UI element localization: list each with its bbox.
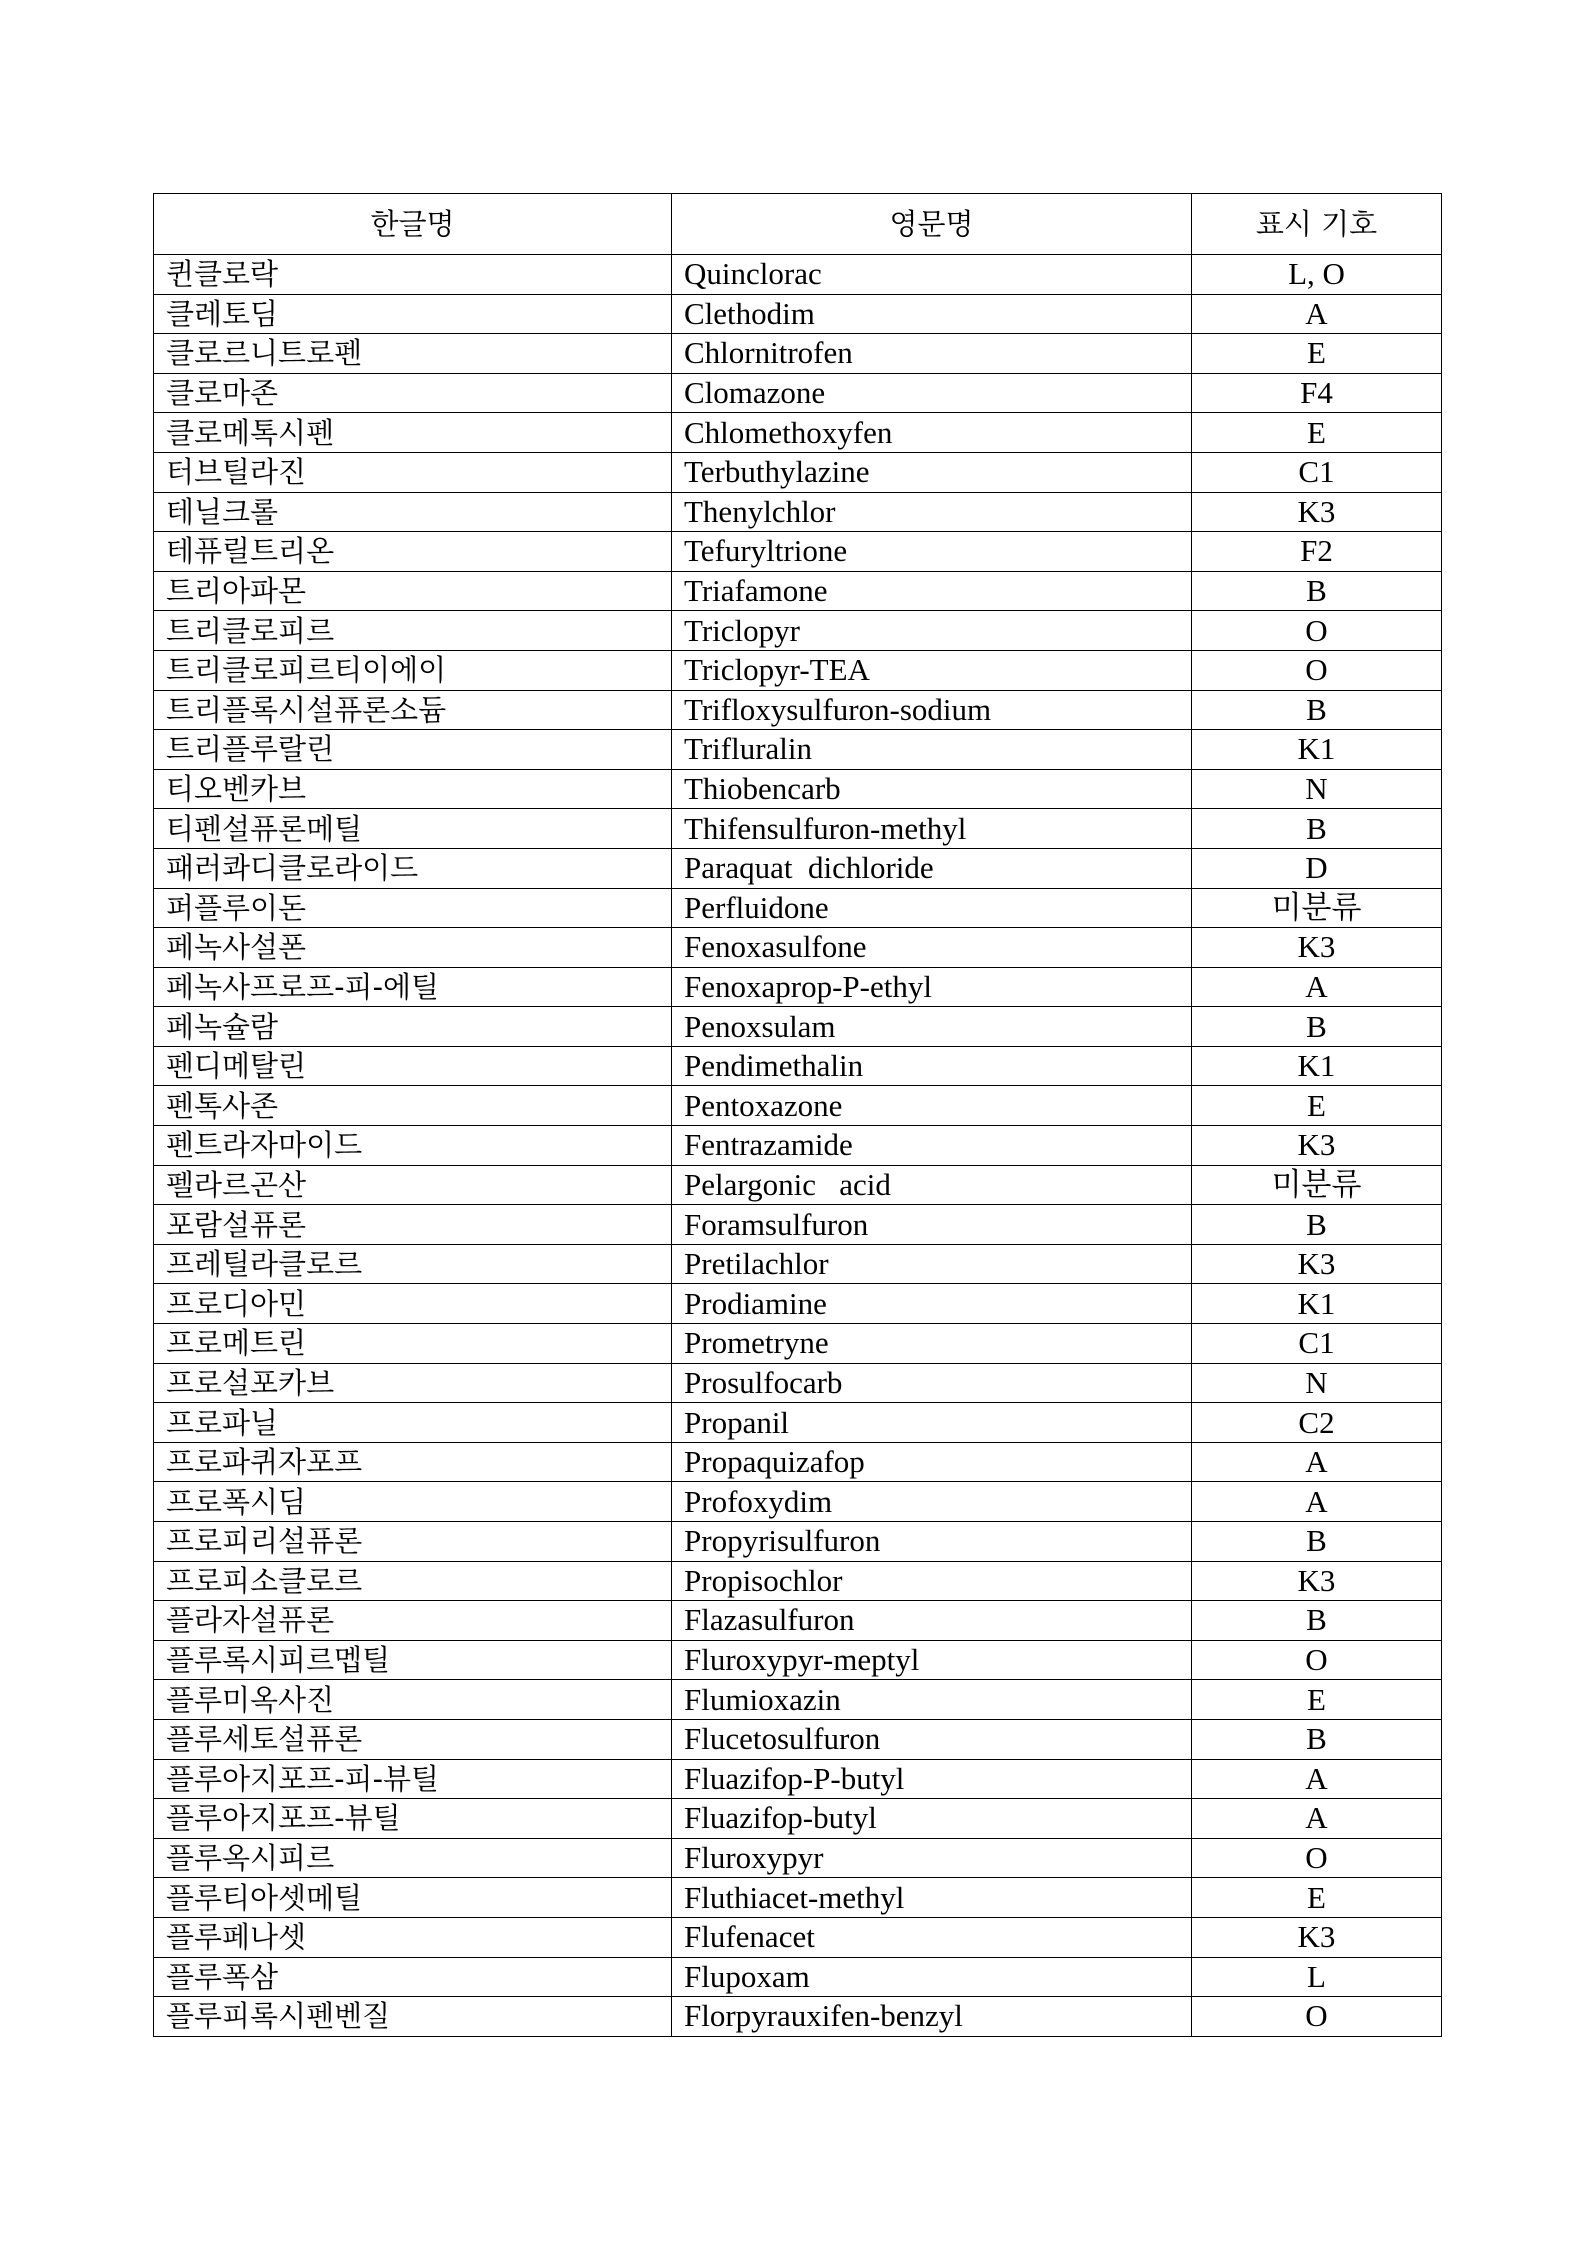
english-name-cell: Fluthiacet-methyl (672, 1878, 1192, 1918)
english-name-cell: Penoxsulam (672, 1007, 1192, 1047)
korean-name-cell: 페녹슐람 (154, 1007, 672, 1047)
symbol-cell: A (1192, 1482, 1442, 1522)
english-name-cell: Prodiamine (672, 1284, 1192, 1324)
symbol-cell: K3 (1192, 492, 1442, 532)
table-row (154, 848, 1442, 888)
english-name-cell: Triclopyr-TEA (672, 650, 1192, 690)
english-name-cell: Foramsulfuron (672, 1205, 1192, 1245)
table-row (154, 1878, 1442, 1918)
table-row (154, 1601, 1442, 1641)
english-name-cell: Thifensulfuron-methyl (672, 809, 1192, 849)
korean-name-cell: 클로르니트로펜 (154, 334, 672, 374)
symbol-cell: L (1192, 1957, 1442, 1997)
korean-name-cell: 프로피리설퓨론 (154, 1522, 672, 1562)
symbol-cell: C2 (1192, 1403, 1442, 1443)
english-name-cell: Fentrazamide (672, 1126, 1192, 1166)
english-name-cell: Clomazone (672, 373, 1192, 413)
table-row (154, 1719, 1442, 1759)
table-body (154, 255, 1442, 2037)
table-row (154, 1442, 1442, 1482)
english-name-cell: Propyrisulfuron (672, 1522, 1192, 1562)
korean-name-cell: 플루옥시피르 (154, 1838, 672, 1878)
korean-name-cell: 펜디메탈린 (154, 1046, 672, 1086)
english-name-cell: Florpyrauxifen-benzyl (672, 1997, 1192, 2037)
english-name-cell: Chlomethoxyfen (672, 413, 1192, 453)
korean-name-cell: 프로메트린 (154, 1324, 672, 1364)
korean-name-cell: 프레틸라클로르 (154, 1244, 672, 1284)
table-row (154, 611, 1442, 651)
korean-name-cell: 테닐크롤 (154, 492, 672, 532)
english-name-cell: Propanil (672, 1403, 1192, 1443)
korean-name-cell: 플루세토설퓨론 (154, 1719, 672, 1759)
table-row (154, 730, 1442, 770)
symbol-cell: A (1192, 967, 1442, 1007)
symbol-cell: K3 (1192, 928, 1442, 968)
symbol-cell: K3 (1192, 1126, 1442, 1166)
korean-name-cell: 플루아지포프-피-뷰틸 (154, 1759, 672, 1799)
symbol-cell: E (1192, 413, 1442, 453)
table-row (154, 888, 1442, 928)
symbol-cell: E (1192, 1086, 1442, 1126)
english-name-cell: Prometryne (672, 1324, 1192, 1364)
korean-name-cell: 플루피록시펜벤질 (154, 1997, 672, 2037)
english-name-cell: Triclopyr (672, 611, 1192, 651)
english-name-cell: Thenylchlor (672, 492, 1192, 532)
symbol-cell: 미분류 (1192, 1165, 1442, 1205)
table-row (154, 1561, 1442, 1601)
korean-name-cell: 펜트라자마이드 (154, 1126, 672, 1166)
korean-name-cell: 트리아파몬 (154, 571, 672, 611)
table-row (154, 532, 1442, 572)
table-row (154, 492, 1442, 532)
symbol-cell: B (1192, 690, 1442, 730)
english-name-cell: Pendimethalin (672, 1046, 1192, 1086)
symbol-cell: K3 (1192, 1561, 1442, 1601)
korean-name-cell: 펜톡사존 (154, 1086, 672, 1126)
symbol-cell: O (1192, 650, 1442, 690)
english-name-cell: Pelargonic acid (672, 1165, 1192, 1205)
table-row (154, 334, 1442, 374)
table-row (154, 1640, 1442, 1680)
english-name-cell: Trifluralin (672, 730, 1192, 770)
korean-name-cell: 퀸클로락 (154, 255, 672, 295)
english-name-cell: Prosulfocarb (672, 1363, 1192, 1403)
english-name-cell: Flucetosulfuron (672, 1719, 1192, 1759)
korean-name-cell: 포람설퓨론 (154, 1205, 672, 1245)
korean-name-cell: 플루록시피르멥틸 (154, 1640, 672, 1680)
korean-name-cell: 터브틸라진 (154, 452, 672, 492)
korean-name-cell: 플루티아셋메틸 (154, 1878, 672, 1918)
symbol-cell: N (1192, 769, 1442, 809)
english-name-cell: Fenoxaprop-P-ethyl (672, 967, 1192, 1007)
table-row (154, 1799, 1442, 1839)
table-row (154, 255, 1442, 295)
header-korean-name: 한글명 (154, 194, 672, 255)
english-name-cell: Pentoxazone (672, 1086, 1192, 1126)
symbol-cell: F4 (1192, 373, 1442, 413)
header-english-name: 영문명 (672, 194, 1192, 255)
symbol-cell: F2 (1192, 532, 1442, 572)
english-name-cell: Fluroxypyr (672, 1838, 1192, 1878)
table-row (154, 1244, 1442, 1284)
english-name-cell: Triafamone (672, 571, 1192, 611)
english-name-cell: Quinclorac (672, 255, 1192, 295)
english-name-cell: Perfluidone (672, 888, 1192, 928)
symbol-cell: A (1192, 1759, 1442, 1799)
korean-name-cell: 티펜설퓨론메틸 (154, 809, 672, 849)
english-name-cell: Pretilachlor (672, 1244, 1192, 1284)
korean-name-cell: 페녹사프로프-피-에틸 (154, 967, 672, 1007)
english-name-cell: Flumioxazin (672, 1680, 1192, 1720)
symbol-cell: C1 (1192, 1324, 1442, 1364)
english-name-cell: Flazasulfuron (672, 1601, 1192, 1641)
english-name-cell: Profoxydim (672, 1482, 1192, 1522)
table-row (154, 373, 1442, 413)
symbol-cell: B (1192, 571, 1442, 611)
symbol-cell: B (1192, 809, 1442, 849)
symbol-cell: O (1192, 1640, 1442, 1680)
korean-name-cell: 프로설포카브 (154, 1363, 672, 1403)
korean-name-cell: 클레토딤 (154, 294, 672, 334)
korean-name-cell: 클로마존 (154, 373, 672, 413)
korean-name-cell: 프로파퀴자포프 (154, 1442, 672, 1482)
symbol-cell: B (1192, 1601, 1442, 1641)
symbol-cell: A (1192, 1442, 1442, 1482)
herbicide-classification-table (153, 193, 1442, 2037)
english-name-cell: Fluroxypyr-meptyl (672, 1640, 1192, 1680)
korean-name-cell: 테퓨릴트리온 (154, 532, 672, 572)
table-row (154, 1997, 1442, 2037)
table-row (154, 809, 1442, 849)
english-name-cell: Terbuthylazine (672, 452, 1192, 492)
english-name-cell: Paraquat dichloride (672, 848, 1192, 888)
korean-name-cell: 페녹사설폰 (154, 928, 672, 968)
table-row (154, 769, 1442, 809)
symbol-cell: C1 (1192, 452, 1442, 492)
korean-name-cell: 프로디아민 (154, 1284, 672, 1324)
korean-name-cell: 플루아지포프-뷰틸 (154, 1799, 672, 1839)
table-row (154, 1759, 1442, 1799)
korean-name-cell: 클로메톡시펜 (154, 413, 672, 453)
korean-name-cell: 티오벤카브 (154, 769, 672, 809)
korean-name-cell: 패러콰디클로라이드 (154, 848, 672, 888)
table-header-row (154, 194, 1442, 255)
korean-name-cell: 프로파닐 (154, 1403, 672, 1443)
table-row (154, 967, 1442, 1007)
table-row (154, 1680, 1442, 1720)
table-row (154, 1046, 1442, 1086)
symbol-cell: B (1192, 1719, 1442, 1759)
korean-name-cell: 트리플루랄린 (154, 730, 672, 770)
symbol-cell: O (1192, 611, 1442, 651)
korean-name-cell: 트리클로피르 (154, 611, 672, 651)
english-name-cell: Propisochlor (672, 1561, 1192, 1601)
korean-name-cell: 플라자설퓨론 (154, 1601, 672, 1641)
english-name-cell: Chlornitrofen (672, 334, 1192, 374)
table-row (154, 1363, 1442, 1403)
table-row (154, 1205, 1442, 1245)
korean-name-cell: 플루폭삼 (154, 1957, 672, 1997)
table-row (154, 1324, 1442, 1364)
korean-name-cell: 플루미옥사진 (154, 1680, 672, 1720)
symbol-cell: A (1192, 294, 1442, 334)
symbol-cell: E (1192, 1878, 1442, 1918)
table-row (154, 928, 1442, 968)
table-row (154, 413, 1442, 453)
english-name-cell: Fenoxasulfone (672, 928, 1192, 968)
symbol-cell: N (1192, 1363, 1442, 1403)
korean-name-cell: 퍼플루이돈 (154, 888, 672, 928)
table-row (154, 1007, 1442, 1047)
english-name-cell: Propaquizafop (672, 1442, 1192, 1482)
english-name-cell: Trifloxysulfuron-sodium (672, 690, 1192, 730)
table-row (154, 1917, 1442, 1957)
symbol-cell: B (1192, 1007, 1442, 1047)
symbol-cell: E (1192, 1680, 1442, 1720)
english-name-cell: Clethodim (672, 294, 1192, 334)
korean-name-cell: 플루페나셋 (154, 1917, 672, 1957)
symbol-cell: A (1192, 1799, 1442, 1839)
symbol-cell: E (1192, 334, 1442, 374)
symbol-cell: 미분류 (1192, 888, 1442, 928)
english-name-cell: Fluazifop-butyl (672, 1799, 1192, 1839)
english-name-cell: Flupoxam (672, 1957, 1192, 1997)
symbol-cell: L, O (1192, 255, 1442, 295)
table-row (154, 571, 1442, 611)
table-row (154, 1957, 1442, 1997)
table-row (154, 690, 1442, 730)
header-symbol: 표시 기호 (1192, 194, 1442, 255)
table-row (154, 294, 1442, 334)
table-row (154, 1838, 1442, 1878)
table-row (154, 650, 1442, 690)
korean-name-cell: 프로피소클로르 (154, 1561, 672, 1601)
table-row (154, 1086, 1442, 1126)
table-row (154, 1126, 1442, 1166)
table-row (154, 1482, 1442, 1522)
table-row (154, 1284, 1442, 1324)
symbol-cell: B (1192, 1205, 1442, 1245)
english-name-cell: Fluazifop-P-butyl (672, 1759, 1192, 1799)
table-row (154, 1522, 1442, 1562)
symbol-cell: K1 (1192, 1046, 1442, 1086)
korean-name-cell: 펠라르곤산 (154, 1165, 672, 1205)
symbol-cell: K3 (1192, 1244, 1442, 1284)
symbol-cell: O (1192, 1838, 1442, 1878)
english-name-cell: Flufenacet (672, 1917, 1192, 1957)
korean-name-cell: 프로폭시딤 (154, 1482, 672, 1522)
table-row (154, 452, 1442, 492)
korean-name-cell: 트리클로피르티이에이 (154, 650, 672, 690)
table-row (154, 1165, 1442, 1205)
symbol-cell: K3 (1192, 1917, 1442, 1957)
symbol-cell: D (1192, 848, 1442, 888)
english-name-cell: Tefuryltrione (672, 532, 1192, 572)
korean-name-cell: 트리플록시설퓨론소듐 (154, 690, 672, 730)
symbol-cell: K1 (1192, 730, 1442, 770)
symbol-cell: K1 (1192, 1284, 1442, 1324)
table-row (154, 1403, 1442, 1443)
symbol-cell: O (1192, 1997, 1442, 2037)
symbol-cell: B (1192, 1522, 1442, 1562)
english-name-cell: Thiobencarb (672, 769, 1192, 809)
